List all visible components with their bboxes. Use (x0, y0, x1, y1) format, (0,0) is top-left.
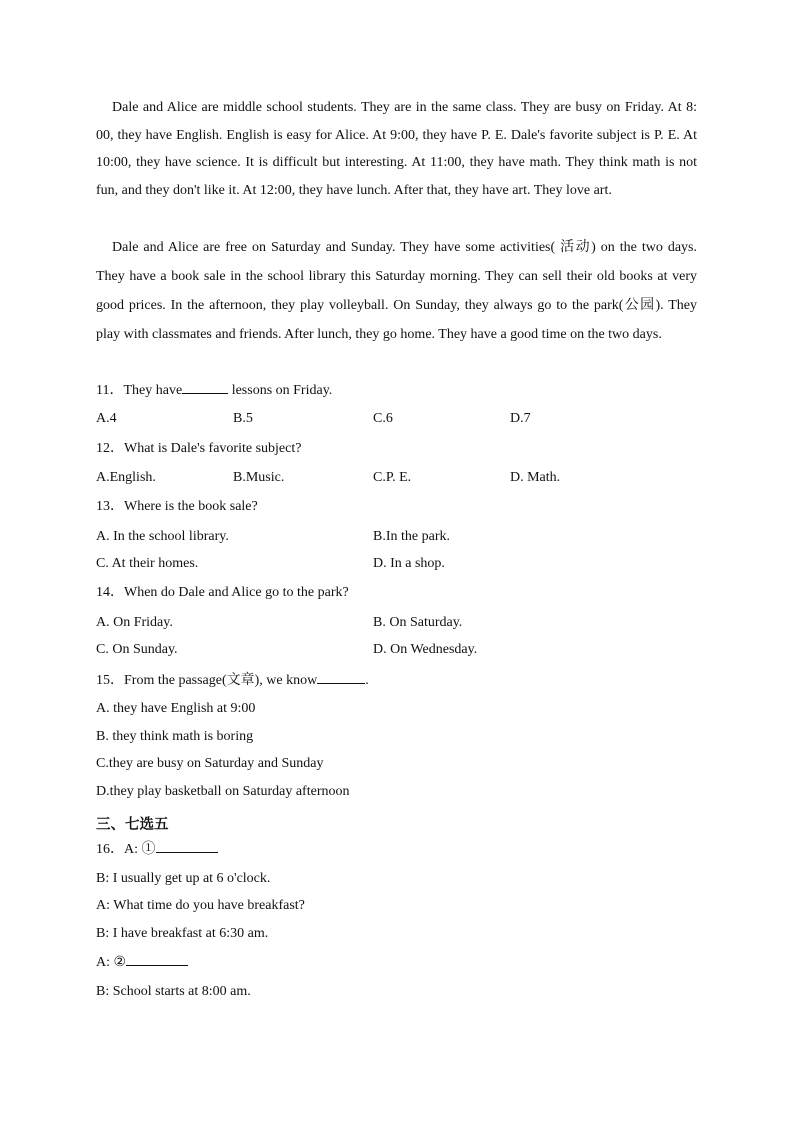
option-d[interactable]: D. On Wednesday. (373, 642, 478, 657)
speaker-label: B: (96, 871, 110, 886)
option-a[interactable]: A. On Friday. (96, 615, 173, 630)
question-14 (96, 583, 349, 603)
speaker-label: B: (96, 926, 110, 941)
speaker-label: A: (124, 842, 138, 857)
question-number: 14． (96, 585, 124, 600)
option-a[interactable]: A.English. (96, 470, 156, 485)
answer-blank[interactable] (182, 380, 228, 394)
question-11 (96, 380, 332, 401)
option-d[interactable]: D. In a shop. (373, 556, 445, 571)
question-text-before: From the passage(文章), we know (124, 673, 318, 688)
option-c[interactable]: C. At their homes. (96, 556, 199, 571)
option-a[interactable]: A. In the school library. (96, 529, 229, 544)
question-text-after: lessons on Friday. (228, 383, 333, 398)
option-b[interactable]: B.In the park. (373, 529, 450, 544)
option-c[interactable]: C.6 (373, 411, 393, 426)
dialogue-text: I have breakfast at 6:30 am. (112, 926, 269, 941)
dialogue-text: What time do you have breakfast? (113, 898, 305, 913)
dialogue-line-3 (96, 896, 305, 916)
dialogue-line-2 (96, 869, 270, 889)
answer-blank[interactable] (317, 670, 365, 684)
question-number: 15． (96, 673, 124, 688)
option-b[interactable]: B. On Saturday. (373, 615, 463, 630)
option-a[interactable]: A.4 (96, 411, 117, 426)
option-c[interactable]: C.they are busy on Saturday and Sunday (96, 756, 324, 771)
option-a[interactable]: A. they have English at 9:00 (96, 701, 256, 716)
blank-number: ① (141, 842, 156, 857)
option-d[interactable]: D.7 (510, 411, 531, 426)
option-b[interactable]: B.5 (233, 411, 253, 426)
question-number: 11． (96, 383, 124, 398)
option-b[interactable]: B. they think math is boring (96, 729, 254, 744)
question-12 (96, 439, 301, 459)
option-d[interactable]: D.they play basketball on Saturday afternoon (96, 784, 350, 799)
dialogue-line-4 (96, 924, 268, 944)
passage-paragraph-2: Dale and Alice are free on Saturday and Sunday. They have some activities( 活动) on the two days. They have a book sale in the school library this Saturday morning. They can sell their old books at very good prices. In the afternoon, they play volleyball. On Sunday, they always go to the park(公园). They play with classmates and friends. After lunch, they go home. They have a good time on the two days. (96, 240, 697, 342)
question-number: 13． (96, 499, 124, 514)
question-text: What is Dale's favorite subject? (124, 441, 302, 456)
dialogue-line-1 (96, 839, 218, 860)
passage-paragraph-1: Dale and Alice are middle school students. They are in the same class. They are busy on Friday. At 8: 00, they have English. English is easy for Alice. At 9:00, they have P. E. Dale's favorite subject is P. E. At 10:00, they have science. It is difficult but interesting. At 11:00, they have math. They think math is not fun, and they don't like it. At 12:00, they have lunch. After that, they have art. They love art. (96, 100, 697, 198)
option-b[interactable]: B.Music. (233, 470, 285, 485)
speaker-label: B: (96, 984, 110, 999)
question-13 (96, 497, 258, 517)
dialogue-line-5 (96, 952, 188, 973)
dialogue-line-6 (96, 982, 251, 1002)
question-text: Where is the book sale? (124, 499, 258, 514)
question-text: When do Dale and Alice go to the park? (124, 585, 349, 600)
option-c[interactable]: C.P. E. (373, 470, 412, 485)
dialogue-text: School starts at 8:00 am. (112, 984, 251, 999)
dialogue-text: I usually get up at 6 o'clock. (112, 871, 271, 886)
question-15 (96, 670, 369, 691)
option-c[interactable]: C. On Sunday. (96, 642, 178, 657)
answer-blank[interactable] (126, 952, 188, 966)
question-text-before: They have (123, 383, 183, 398)
question-number: 12． (96, 441, 124, 456)
blank-number: ② (113, 955, 127, 970)
question-text-after: . (365, 673, 369, 688)
answer-blank[interactable] (156, 839, 218, 853)
question-number: 16． (96, 842, 124, 857)
speaker-label: A: (96, 898, 110, 913)
speaker-label: A: (96, 955, 110, 970)
option-d[interactable]: D. Math. (510, 470, 561, 485)
section-heading: 三、七选五 (96, 817, 169, 833)
